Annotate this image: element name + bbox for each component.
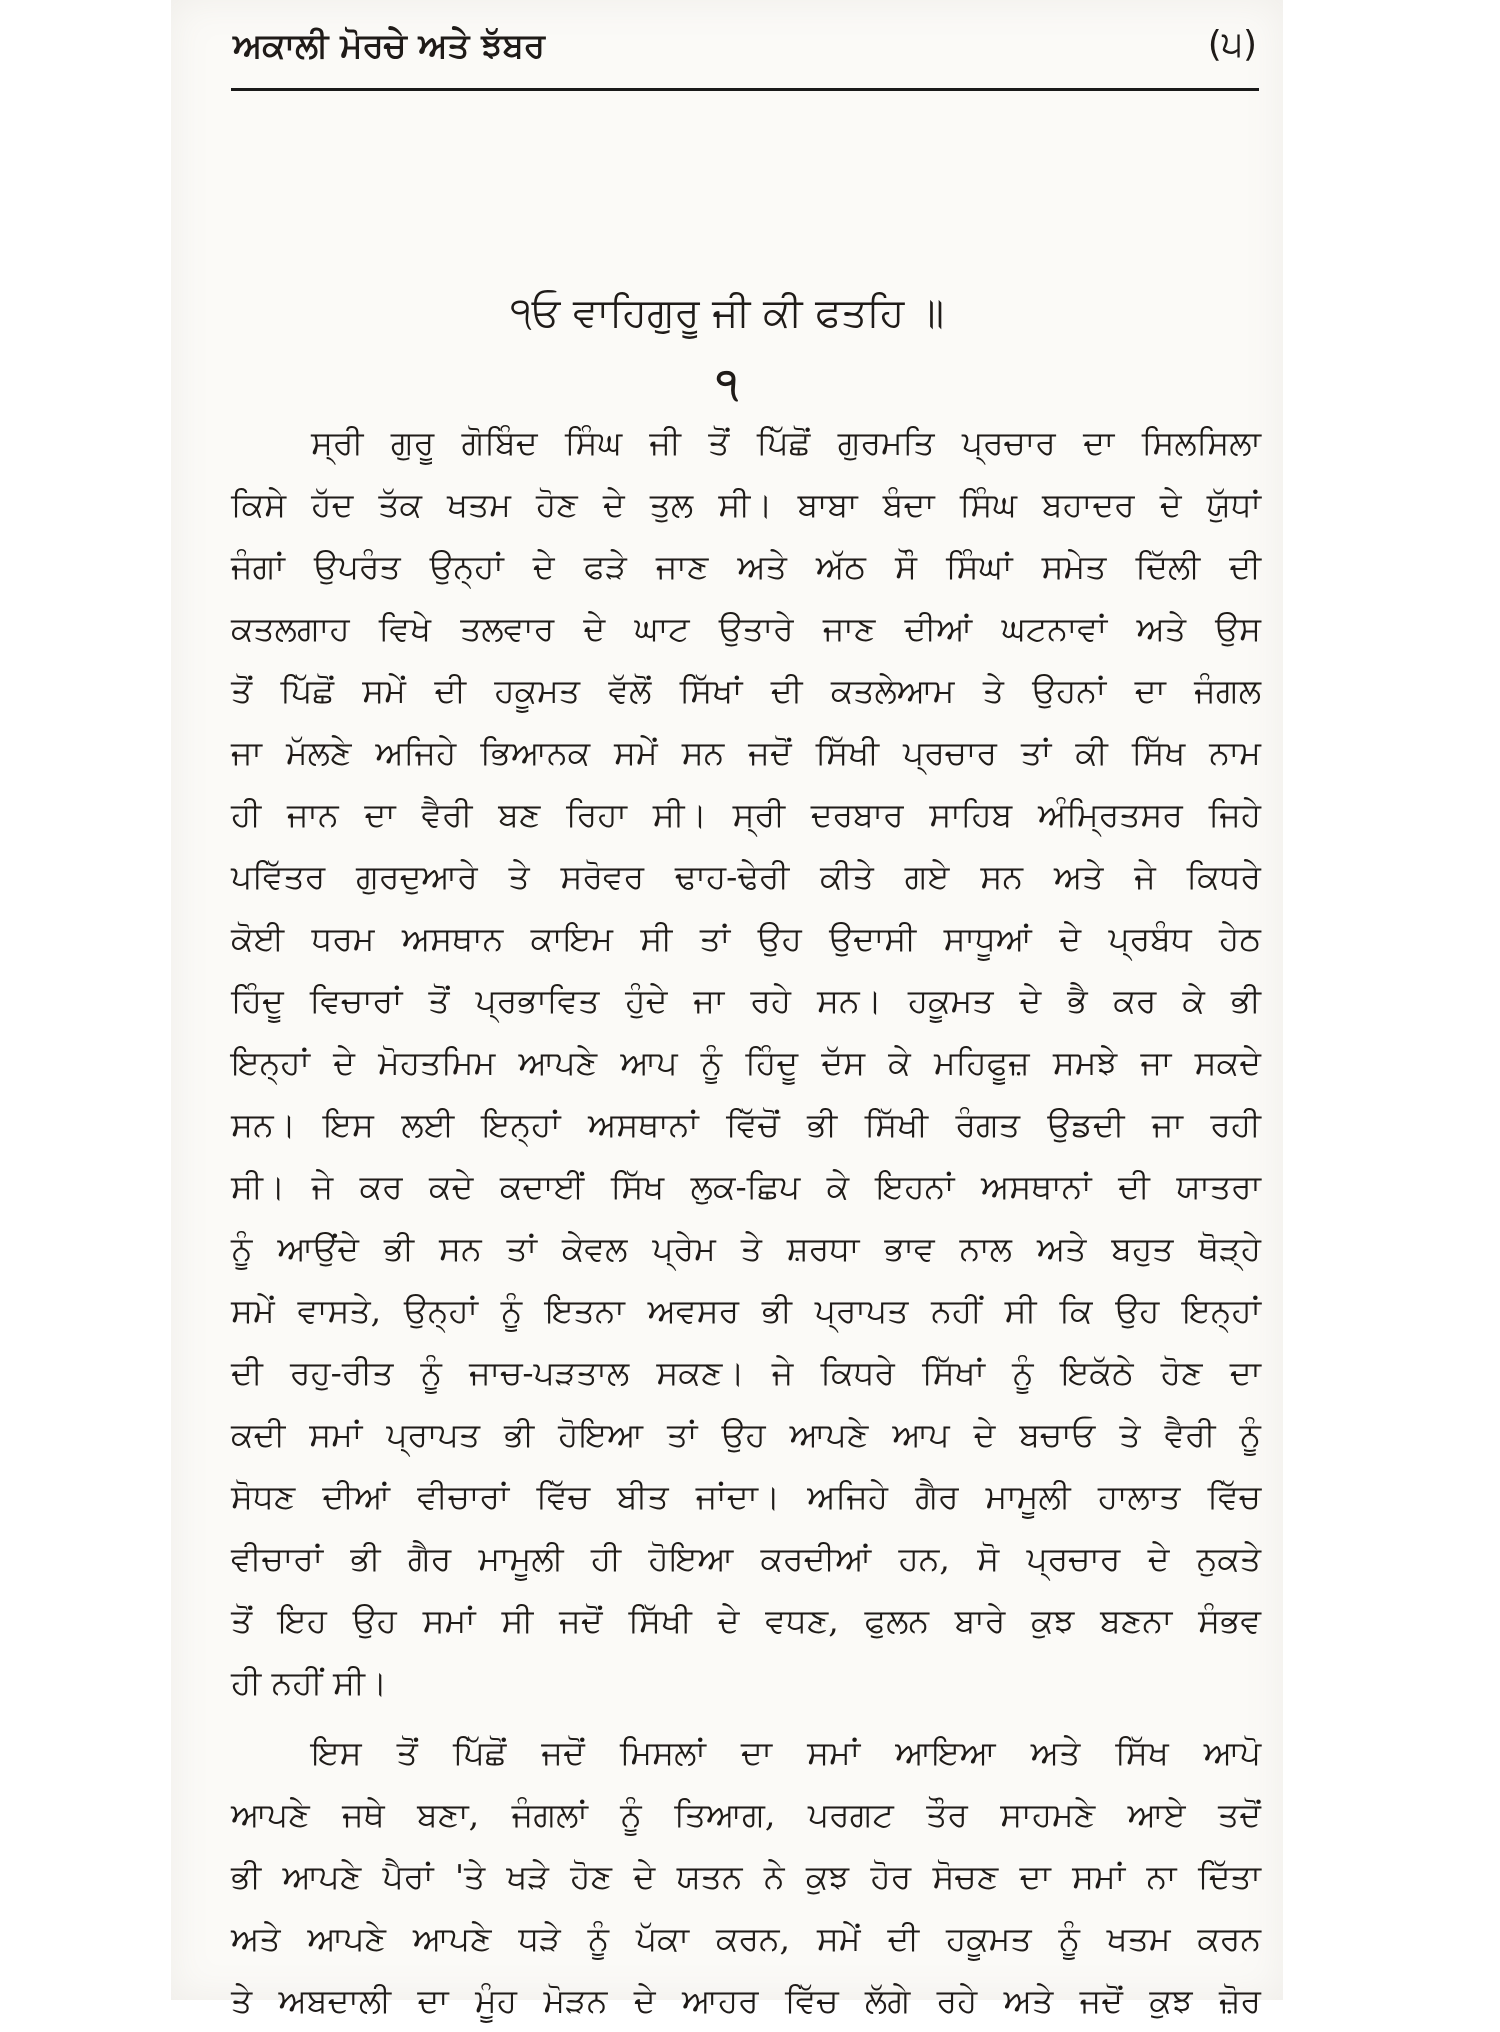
text-line: ਸਮੇਂ ਵਾਸਤੇ, ਉਨ੍ਹਾਂ ਨੂੰ ਇਤਨਾ ਅਵਸਰ ਭੀ ਪ੍ਰਾਪਤ ਨਹੀਂ ਸੀ ਕਿ ਉਹ ਇਨ੍ਹਾਂ [231,1291,1261,1330]
running-header [231,18,1259,91]
book-page [171,0,1283,2020]
text-line: ਸੋਧਣ ਦੀਆਂ ਵੀਚਾਰਾਂ ਵਿੱਚ ਬੀਤ ਜਾਂਦਾ। ਅਜਿਹੇ ਗੈਰ ਮਾਮੂਲੀ ਹਾਲਾਤ ਵਿੱਚ [231,1477,1261,1516]
chapter-number: ੧ [716,360,738,407]
text-line: ਪਵਿੱਤਰ ਗੁਰਦੁਆਰੇ ਤੇ ਸਰੋਵਰ ਢਾਹ-ਢੇਰੀ ਕੀਤੇ ਗਏ ਸਨ ਅਤੇ ਜੇ ਕਿਧਰੇ [231,857,1261,896]
text-line: ਇਨ੍ਹਾਂ ਦੇ ਮੋਹਤਮਿਮ ਆਪਣੇ ਆਪ ਨੂੰ ਹਿੰਦੂ ਦੱਸ ਕੇ ਮਹਿਫੂਜ਼ ਸਮਝੇ ਜਾ ਸਕਦੇ [231,1043,1261,1082]
text-line: ਹੀ ਨਹੀਂ ਸੀ। [231,1663,388,1702]
text-line: ਭੀ ਆਪਣੇ ਪੈਰਾਂ 'ਤੇ ਖੜੇ ਹੋਣ ਦੇ ਯਤਨ ਨੇ ਕੁਝ ਹੋਰ ਸੋਚਣ ਦਾ ਸਮਾਂ ਨਾ ਦਿੱਤਾ [231,1857,1261,1896]
text-line: ਤੋਂ ਇਹ ਉਹ ਸਮਾਂ ਸੀ ਜਦੋਂ ਸਿੱਖੀ ਦੇ ਵਧਣ, ਫੁਲਨ ਬਾਰੇ ਕੁਝ ਬਣਨਾ ਸੰਭਵ [231,1601,1261,1640]
text-line: ਹਿੰਦੂ ਵਿਚਾਰਾਂ ਤੋਂ ਪ੍ਰਭਾਵਿਤ ਹੁੰਦੇ ਜਾ ਰਹੇ ਸਨ। ਹਕੂਮਤ ਦੇ ਭੈ ਕਰ ਕੇ ਭੀ [231,981,1261,1020]
text-line: ਕਦੀ ਸਮਾਂ ਪ੍ਰਾਪਤ ਭੀ ਹੋਇਆ ਤਾਂ ਉਹ ਆਪਣੇ ਆਪ ਦੇ ਬਚਾਓ ਤੇ ਵੈਰੀ ਨੂੰ [231,1415,1261,1454]
text-line: ਜੰਗਾਂ ਉਪਰੰਤ ਉਨ੍ਹਾਂ ਦੇ ਫੜੇ ਜਾਣ ਅਤੇ ਅੱਠ ਸੌ ਸਿੰਘਾਂ ਸਮੇਤ ਦਿੱਲੀ ਦੀ [231,547,1261,586]
text-line: ਇਸ ਤੋਂ ਪਿੱਛੋਂ ਜਦੋਂ ਮਿਸਲਾਂ ਦਾ ਸਮਾਂ ਆਇਆ ਅਤੇ ਸਿੱਖ ਆਪੋ [311,1733,1261,1772]
text-line: ਸੀ। ਜੇ ਕਰ ਕਦੇ ਕਦਾਈਂ ਸਿੱਖ ਲੁਕ-ਛਿਪ ਕੇ ਇਹਨਾਂ ਅਸਥਾਨਾਂ ਦੀ ਯਾਤਰਾ [231,1167,1261,1206]
text-line: ਤੇ ਅਬਦਾਲੀ ਦਾ ਮੂੰਹ ਮੋੜਨ ਦੇ ਆਹਰ ਵਿੱਚ ਲੱਗੇ ਰਹੇ ਅਤੇ ਜਦੋਂ ਕੁਝ ਜ਼ੋਰ [231,1981,1261,2020]
text-line: ਕਤਲਗਾਹ ਵਿਖੇ ਤਲਵਾਰ ਦੇ ਘਾਟ ਉਤਾਰੇ ਜਾਣ ਦੀਆਂ ਘਟਨਾਵਾਂ ਅਤੇ ਉਸ [231,609,1261,648]
text-line: ਸਨ। ਇਸ ਲਈ ਇਨ੍ਹਾਂ ਅਸਥਾਨਾਂ ਵਿੱਚੋਂ ਭੀ ਸਿੱਖੀ ਰੰਗਤ ਉਡਦੀ ਜਾ ਰਹੀ [231,1105,1261,1144]
text-line: ਦੀ ਰਹੁ-ਰੀਤ ਨੂੰ ਜਾਚ-ਪੜਤਾਲ ਸਕਣ। ਜੇ ਕਿਧਰੇ ਸਿੱਖਾਂ ਨੂੰ ਇਕੱਠੇ ਹੋਣ ਦਾ [231,1353,1261,1392]
page-number: (੫) [1207,24,1257,65]
text-line: ਕਿਸੇ ਹੱਦ ਤੱਕ ਖਤਮ ਹੋਣ ਦੇ ਤੁਲ ਸੀ। ਬਾਬਾ ਬੰਦਾ ਸਿੰਘ ਬਹਾਦਰ ਦੇ ਯੁੱਧਾਂ [231,485,1261,524]
invocation-heading: ੧ਓ ਵਾਹਿਗੁਰੂ ਜੀ ਕੀ ਫਤਹਿ ॥ [509,290,945,336]
text-line: ਨੂੰ ਆਉਂਦੇ ਭੀ ਸਨ ਤਾਂ ਕੇਵਲ ਪ੍ਰੇਮ ਤੇ ਸ਼ਰਧਾ ਭਾਵ ਨਾਲ ਅਤੇ ਬਹੁਤ ਥੋੜ੍ਹੇ [231,1229,1261,1268]
text-line: ਆਪਣੇ ਜਥੇ ਬਣਾ, ਜੰਗਲਾਂ ਨੂੰ ਤਿਆਗ, ਪਰਗਟ ਤੌਰ ਸਾਹਮਣੇ ਆਏ ਤਦੋਂ [231,1795,1261,1834]
book-title: ਅਕਾਲੀ ਮੋਰਚੇ ਅਤੇ ਝੱਬਰ [233,26,545,66]
text-line: ਤੋਂ ਪਿੱਛੋਂ ਸਮੇਂ ਦੀ ਹਕੂਮਤ ਵੱਲੋਂ ਸਿੱਖਾਂ ਦੀ ਕਤਲੇਆਮ ਤੇ ਉਹਨਾਂ ਦਾ ਜੰਗਲ [231,671,1261,710]
text-line: ਕੋਈ ਧਰਮ ਅਸਥਾਨ ਕਾਇਮ ਸੀ ਤਾਂ ਉਹ ਉਦਾਸੀ ਸਾਧੂਆਂ ਦੇ ਪ੍ਰਬੰਧ ਹੇਠ [231,919,1261,958]
text-line: ਵੀਚਾਰਾਂ ਭੀ ਗੈਰ ਮਾਮੂਲੀ ਹੀ ਹੋਇਆ ਕਰਦੀਆਂ ਹਨ, ਸੋ ਪ੍ਰਚਾਰ ਦੇ ਨੁਕਤੇ [231,1539,1261,1578]
text-line: ਅਤੇ ਆਪਣੇ ਆਪਣੇ ਧੜੇ ਨੂੰ ਪੱਕਾ ਕਰਨ, ਸਮੇਂ ਦੀ ਹਕੂਮਤ ਨੂੰ ਖਤਮ ਕਰਨ [231,1919,1261,1958]
text-line: ਹੀ ਜਾਨ ਦਾ ਵੈਰੀ ਬਣ ਰਿਹਾ ਸੀ। ਸ੍ਰੀ ਦਰਬਾਰ ਸਾਹਿਬ ਅੰਮ੍ਰਿਤਸਰ ਜਿਹੇ [231,795,1261,834]
text-line: ਸ੍ਰੀ ਗੁਰੂ ਗੋਬਿੰਦ ਸਿੰਘ ਜੀ ਤੋਂ ਪਿੱਛੋਂ ਗੁਰਮਤਿ ਪ੍ਰਚਾਰ ਦਾ ਸਿਲਸਿਲਾ [311,423,1261,462]
text-line: ਜਾ ਮੱਲਣੇ ਅਜਿਹੇ ਭਿਆਨਕ ਸਮੇਂ ਸਨ ਜਦੋਂ ਸਿੱਖੀ ਪ੍ਰਚਾਰ ਤਾਂ ਕੀ ਸਿੱਖ ਨਾਮ [231,733,1261,772]
